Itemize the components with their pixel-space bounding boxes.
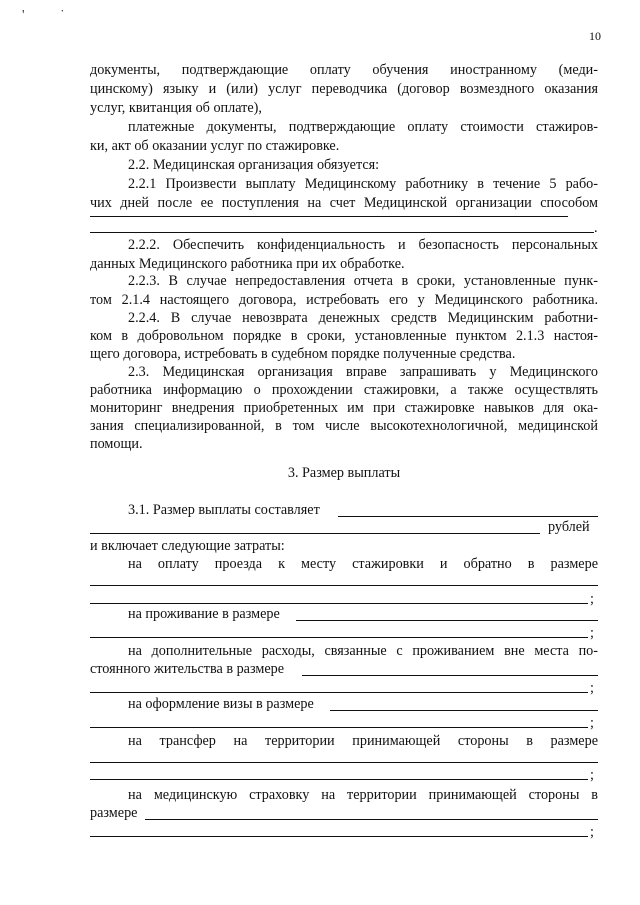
- clause-2-2-2-line: 2.2.2. Обеспечить конфиденциальность и безопасность персональных: [128, 237, 598, 253]
- clause-2-2: 2.2. Медицинская организация обязуется:: [128, 157, 380, 173]
- clause-2-2-4-line: 2.2.4. В случае невозврата денежных средств Медицинским работни-: [128, 310, 598, 326]
- clause-2-3-line: мониторинг внедрения приобретенных им при стажировке навыков для ока-: [90, 400, 598, 416]
- section-title: 3. Размер выплаты: [287, 465, 401, 481]
- blank-line: [90, 533, 540, 534]
- blank-line: [90, 585, 598, 586]
- semicolon-mark: ;: [590, 680, 594, 696]
- paragraph-line: услуг, квитанция об оплате),: [90, 100, 262, 116]
- semicolon-mark: ;: [590, 625, 594, 641]
- semicolon-mark: ;: [590, 591, 594, 607]
- blank-line: [90, 603, 588, 604]
- blank-line: [296, 620, 598, 621]
- cost-insurance-line: размере: [90, 805, 138, 821]
- cost-visa: на оформление визы в размере: [128, 696, 314, 712]
- blank-line: [330, 710, 598, 711]
- semicolon-mark: ;: [590, 824, 594, 840]
- clause-2-2-1-line: чих дней после ее поступления на счет Медицинской организации способом: [90, 195, 598, 211]
- blank-line: [90, 779, 588, 780]
- clause-2-3-line: 2.3. Медицинская организация вправе запрашивать у Медицинского: [128, 364, 598, 380]
- blank-line: [302, 675, 598, 676]
- cost-housing: на проживание в размере: [128, 606, 280, 622]
- blank-line: [338, 516, 598, 517]
- blank-line: [90, 762, 598, 763]
- clause-2-2-2-line: данных Медицинского работника при их обработке.: [90, 256, 405, 272]
- clause-2-2-4-line: ком в добровольном порядке в сроки, установленные пунктом 2.1.3 настоя-: [90, 328, 598, 344]
- blank-line: [90, 232, 594, 233]
- clause-2-3-line: зания специализированной, в том числе высокотехнологичной, медицинской: [90, 418, 598, 434]
- blank-line: [90, 692, 588, 693]
- clause-3-1: 3.1. Размер выплаты составляет: [128, 502, 320, 518]
- cost-travel: на оплату проезда к месту стажировки и обратно в размере: [128, 556, 598, 572]
- blank-line: [90, 216, 568, 217]
- cost-transfer: на трансфер на территории принимающей стороны в размере: [128, 733, 598, 749]
- paragraph-line: ки, акт об оказании услуг по стажировке.: [90, 138, 340, 154]
- clause-2-3-line: помощи.: [90, 436, 143, 452]
- clause-2-3-line: работника информацию о прохождении стажировки, а также осуществлять: [90, 382, 598, 398]
- cost-insurance-line: на медицинскую страховку на территории принимающей стороны в: [128, 787, 598, 803]
- blank-line: [90, 836, 588, 837]
- includes-label: и включает следующие затраты:: [90, 538, 285, 554]
- blank-line: [90, 637, 588, 638]
- clause-2-2-3-line: том 2.1.4 настоящего договора, истребовать его у Медицинского работника.: [90, 292, 598, 308]
- paragraph-line: цинскому) языку и (или) услуг переводчика (договор возмездного оказания: [90, 81, 598, 97]
- period-mark: .: [594, 220, 598, 236]
- clause-2-2-4-line: щего договора, истребовать в судебном порядке полученные средства.: [90, 346, 516, 362]
- paragraph-line: документы, подтверждающие оплату обучения иностранному (меди-: [90, 62, 598, 78]
- currency-label: рублей: [548, 519, 590, 535]
- clause-2-2-1-line: 2.2.1 Произвести выплату Медицинскому работнику в течение 5 рабо-: [128, 176, 598, 192]
- cost-extra-line: стоянного жительства в размере: [90, 661, 285, 677]
- semicolon-mark: ;: [590, 715, 594, 731]
- blank-line: [90, 727, 588, 728]
- corner-marks: ' ˙: [22, 8, 81, 23]
- blank-line: [145, 819, 598, 820]
- semicolon-mark: ;: [590, 767, 594, 783]
- page-number: 10: [589, 29, 601, 43]
- cost-extra-line: на дополнительные расходы, связанные с проживанием вне места по-: [128, 643, 598, 659]
- paragraph-line: платежные документы, подтверждающие оплату стоимости стажиров-: [128, 119, 598, 135]
- clause-2-2-3-line: 2.2.3. В случае непредоставления отчета в сроки, установленные пунк-: [128, 273, 598, 289]
